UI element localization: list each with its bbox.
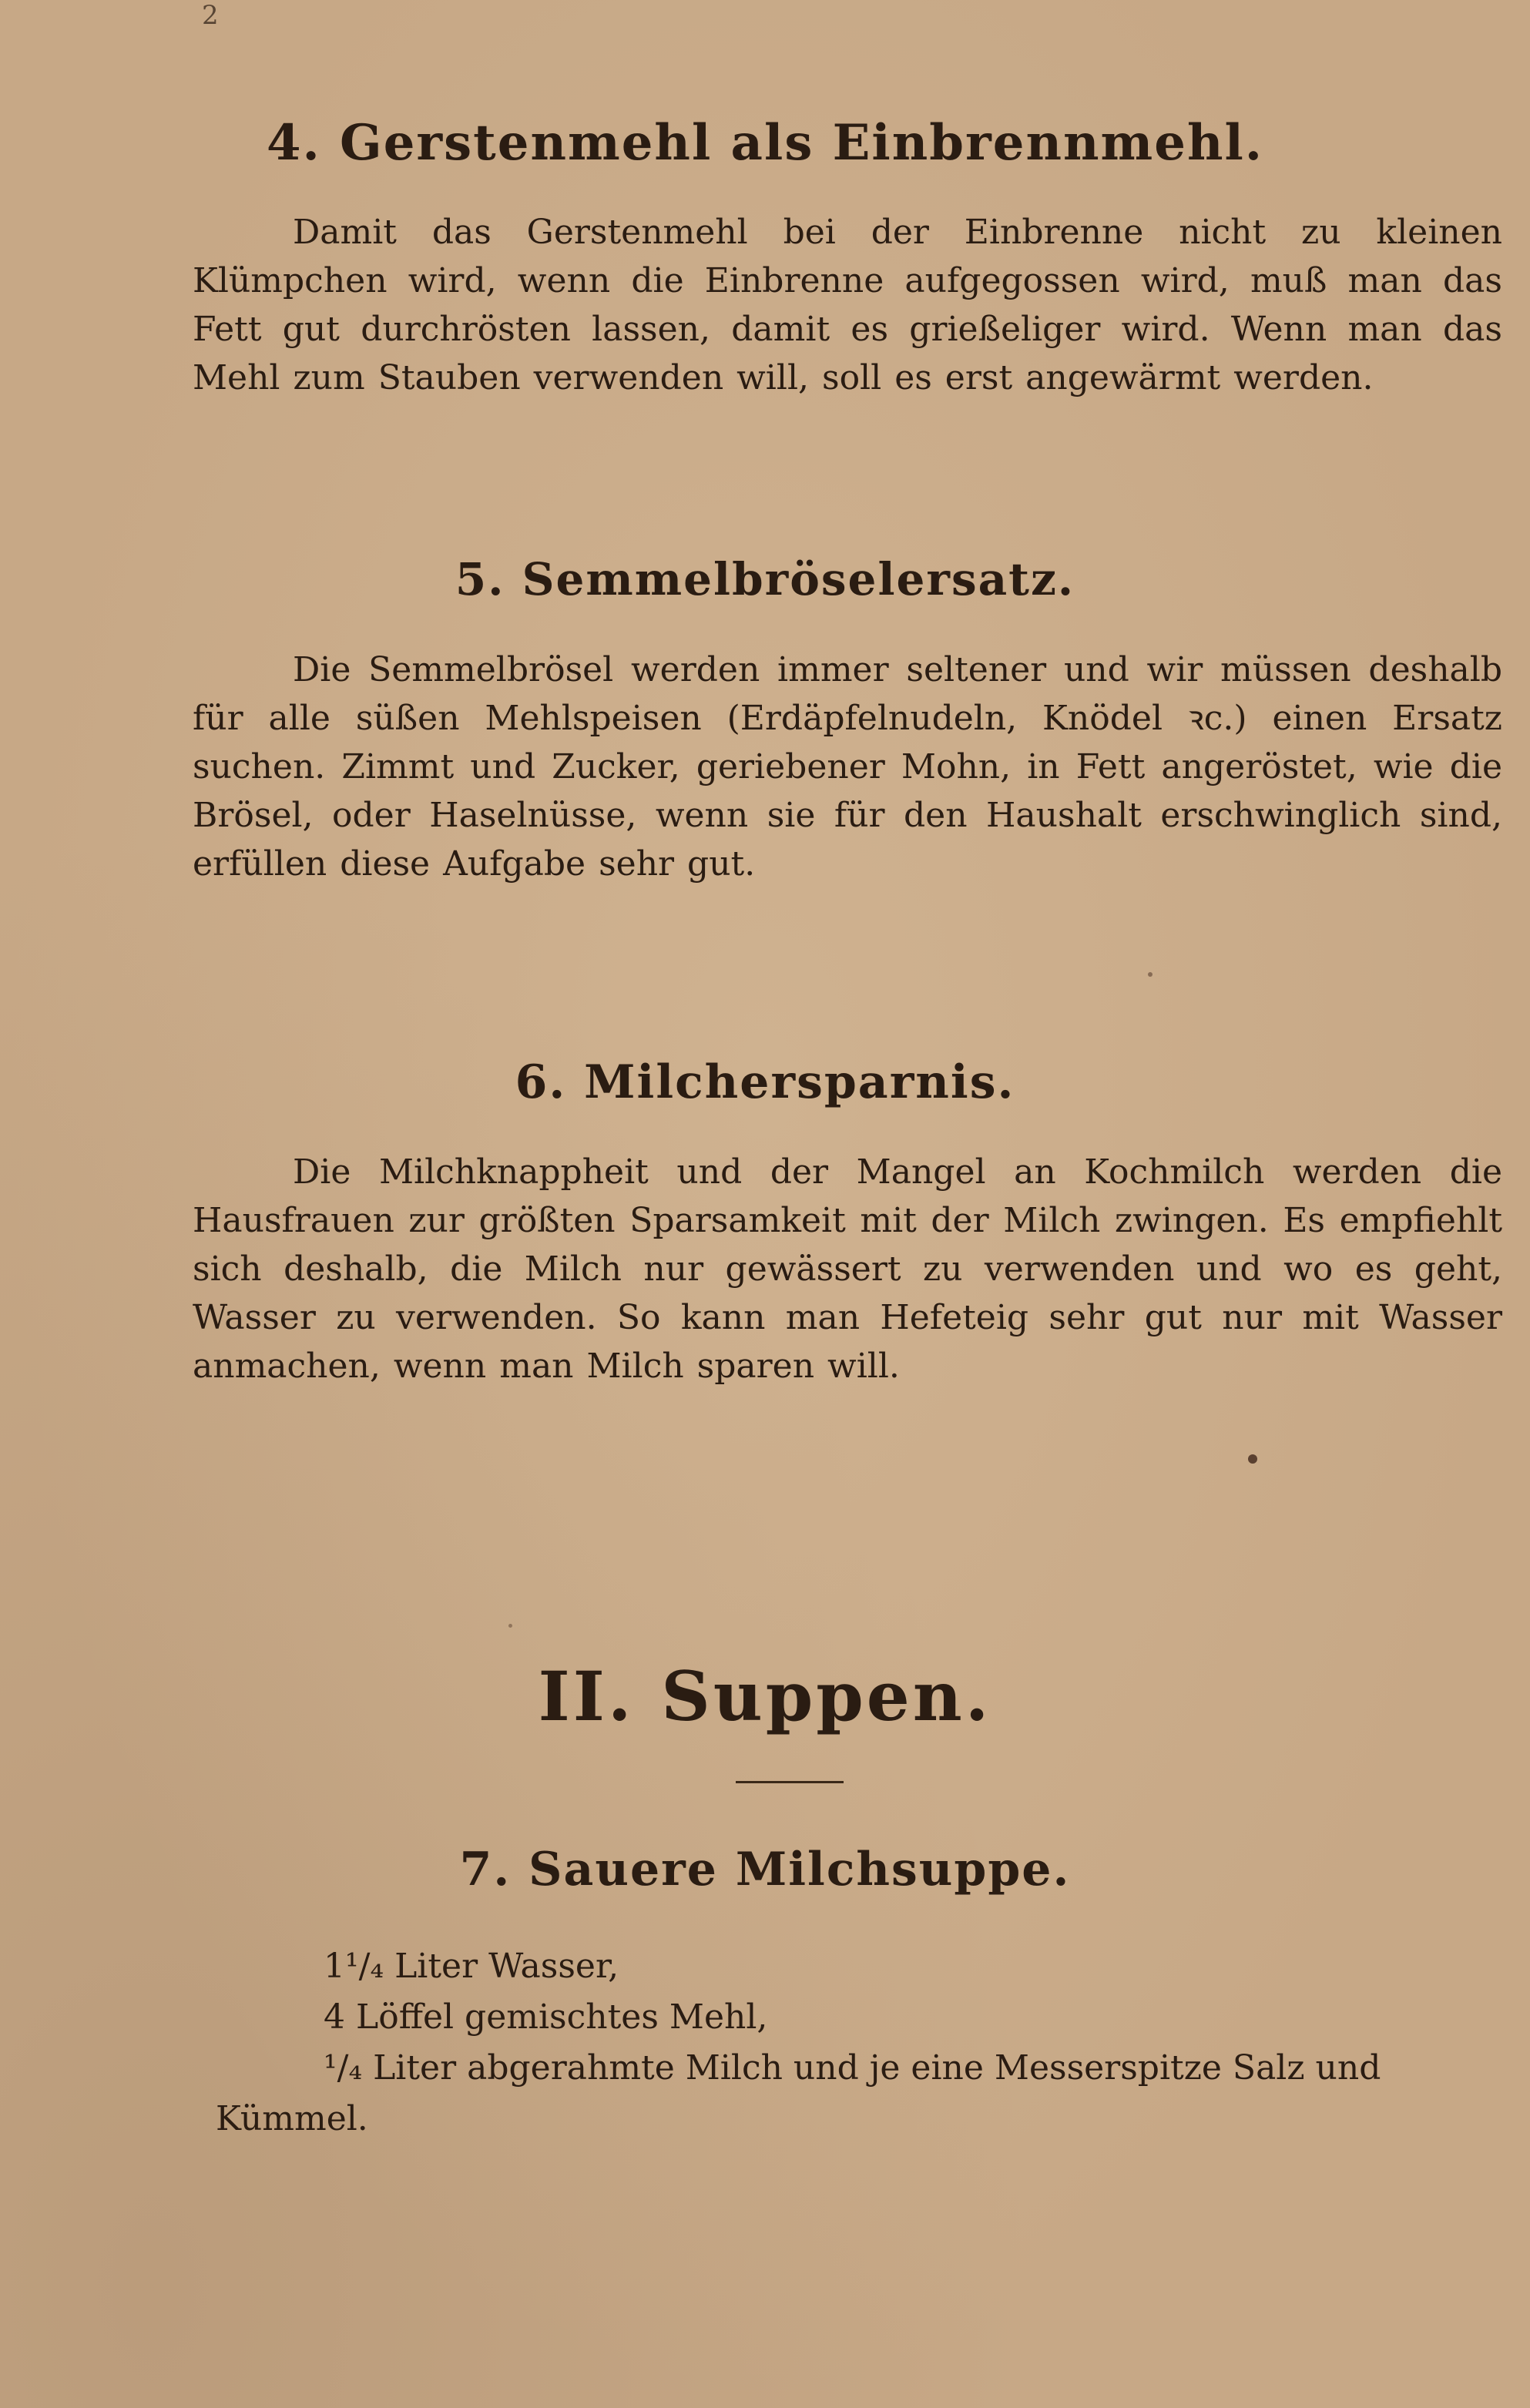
page-corner-mark: 2: [202, 0, 219, 31]
paper-speck: [1248, 1454, 1257, 1464]
section-heading-6: 6. Milchersparnis.: [515, 1055, 1015, 1109]
paper-speck: [508, 1624, 512, 1628]
chapter-title: II. Suppen.: [538, 1656, 992, 1736]
paper-speck: [1148, 972, 1153, 977]
ingredient-line: 1¹/₄ Liter Wasser,: [324, 1947, 619, 1986]
divider-rule: [736, 1781, 844, 1783]
section-body-5: Die Semmelbrösel werden immer seltener und wir müssen deshalb für alle süßen Mehlspeisen (Erdäpfelnudeln, Knödel ꝛc.) einen Ersatz suchen. Zimmt und Zucker, geriebener Mohn, in Fett angeröstet, wie die Brösel, oder Haselnüsse, wenn sie für den Haushalt erschwinglich sind, erfüllen diese Aufgabe sehr gut.: [193, 650, 1502, 884]
ingredient-line: 4 Löffel gemischtes Mehl,: [324, 1997, 768, 2037]
ingredient-list: [216, 1941, 1448, 2145]
section-heading-4: 4. Gerstenmehl als Einbrennmehl.: [266, 114, 1264, 172]
section-heading-5: 5. Semmelbröselersatz.: [455, 553, 1075, 605]
section-body-6: Die Milchknappheit und der Mangel an Kochmilch werden die Hausfrauen zur größten Sparsamkeit mit der Milch zwingen. Es empfiehlt sich deshalb, die Milch nur gewässert zu verwenden und wo es geht, Wasser zu verwenden. So kann man Hefeteig sehr gut nur mit Wasser anmachen, wenn man Milch sparen will.: [193, 1152, 1502, 1386]
recipe-heading-7: 7. Sauere Milchsuppe.: [459, 1843, 1071, 1897]
section-body-4: Damit das Gerstenmehl bei der Einbrenne nicht zu kleinen Klümpchen wird, wenn die Einbrenne aufgegossen wird, muß man das Fett gut durchrösten lassen, damit es grießeliger wird. Wenn man das Mehl zum Stauben verwenden will, soll es erst angewärmt werden.: [193, 213, 1502, 397]
ingredient-line: ¹/₄ Liter abgerahmte Milch und je eine Messerspitze Salz und Kümmel.: [216, 2048, 1381, 2138]
